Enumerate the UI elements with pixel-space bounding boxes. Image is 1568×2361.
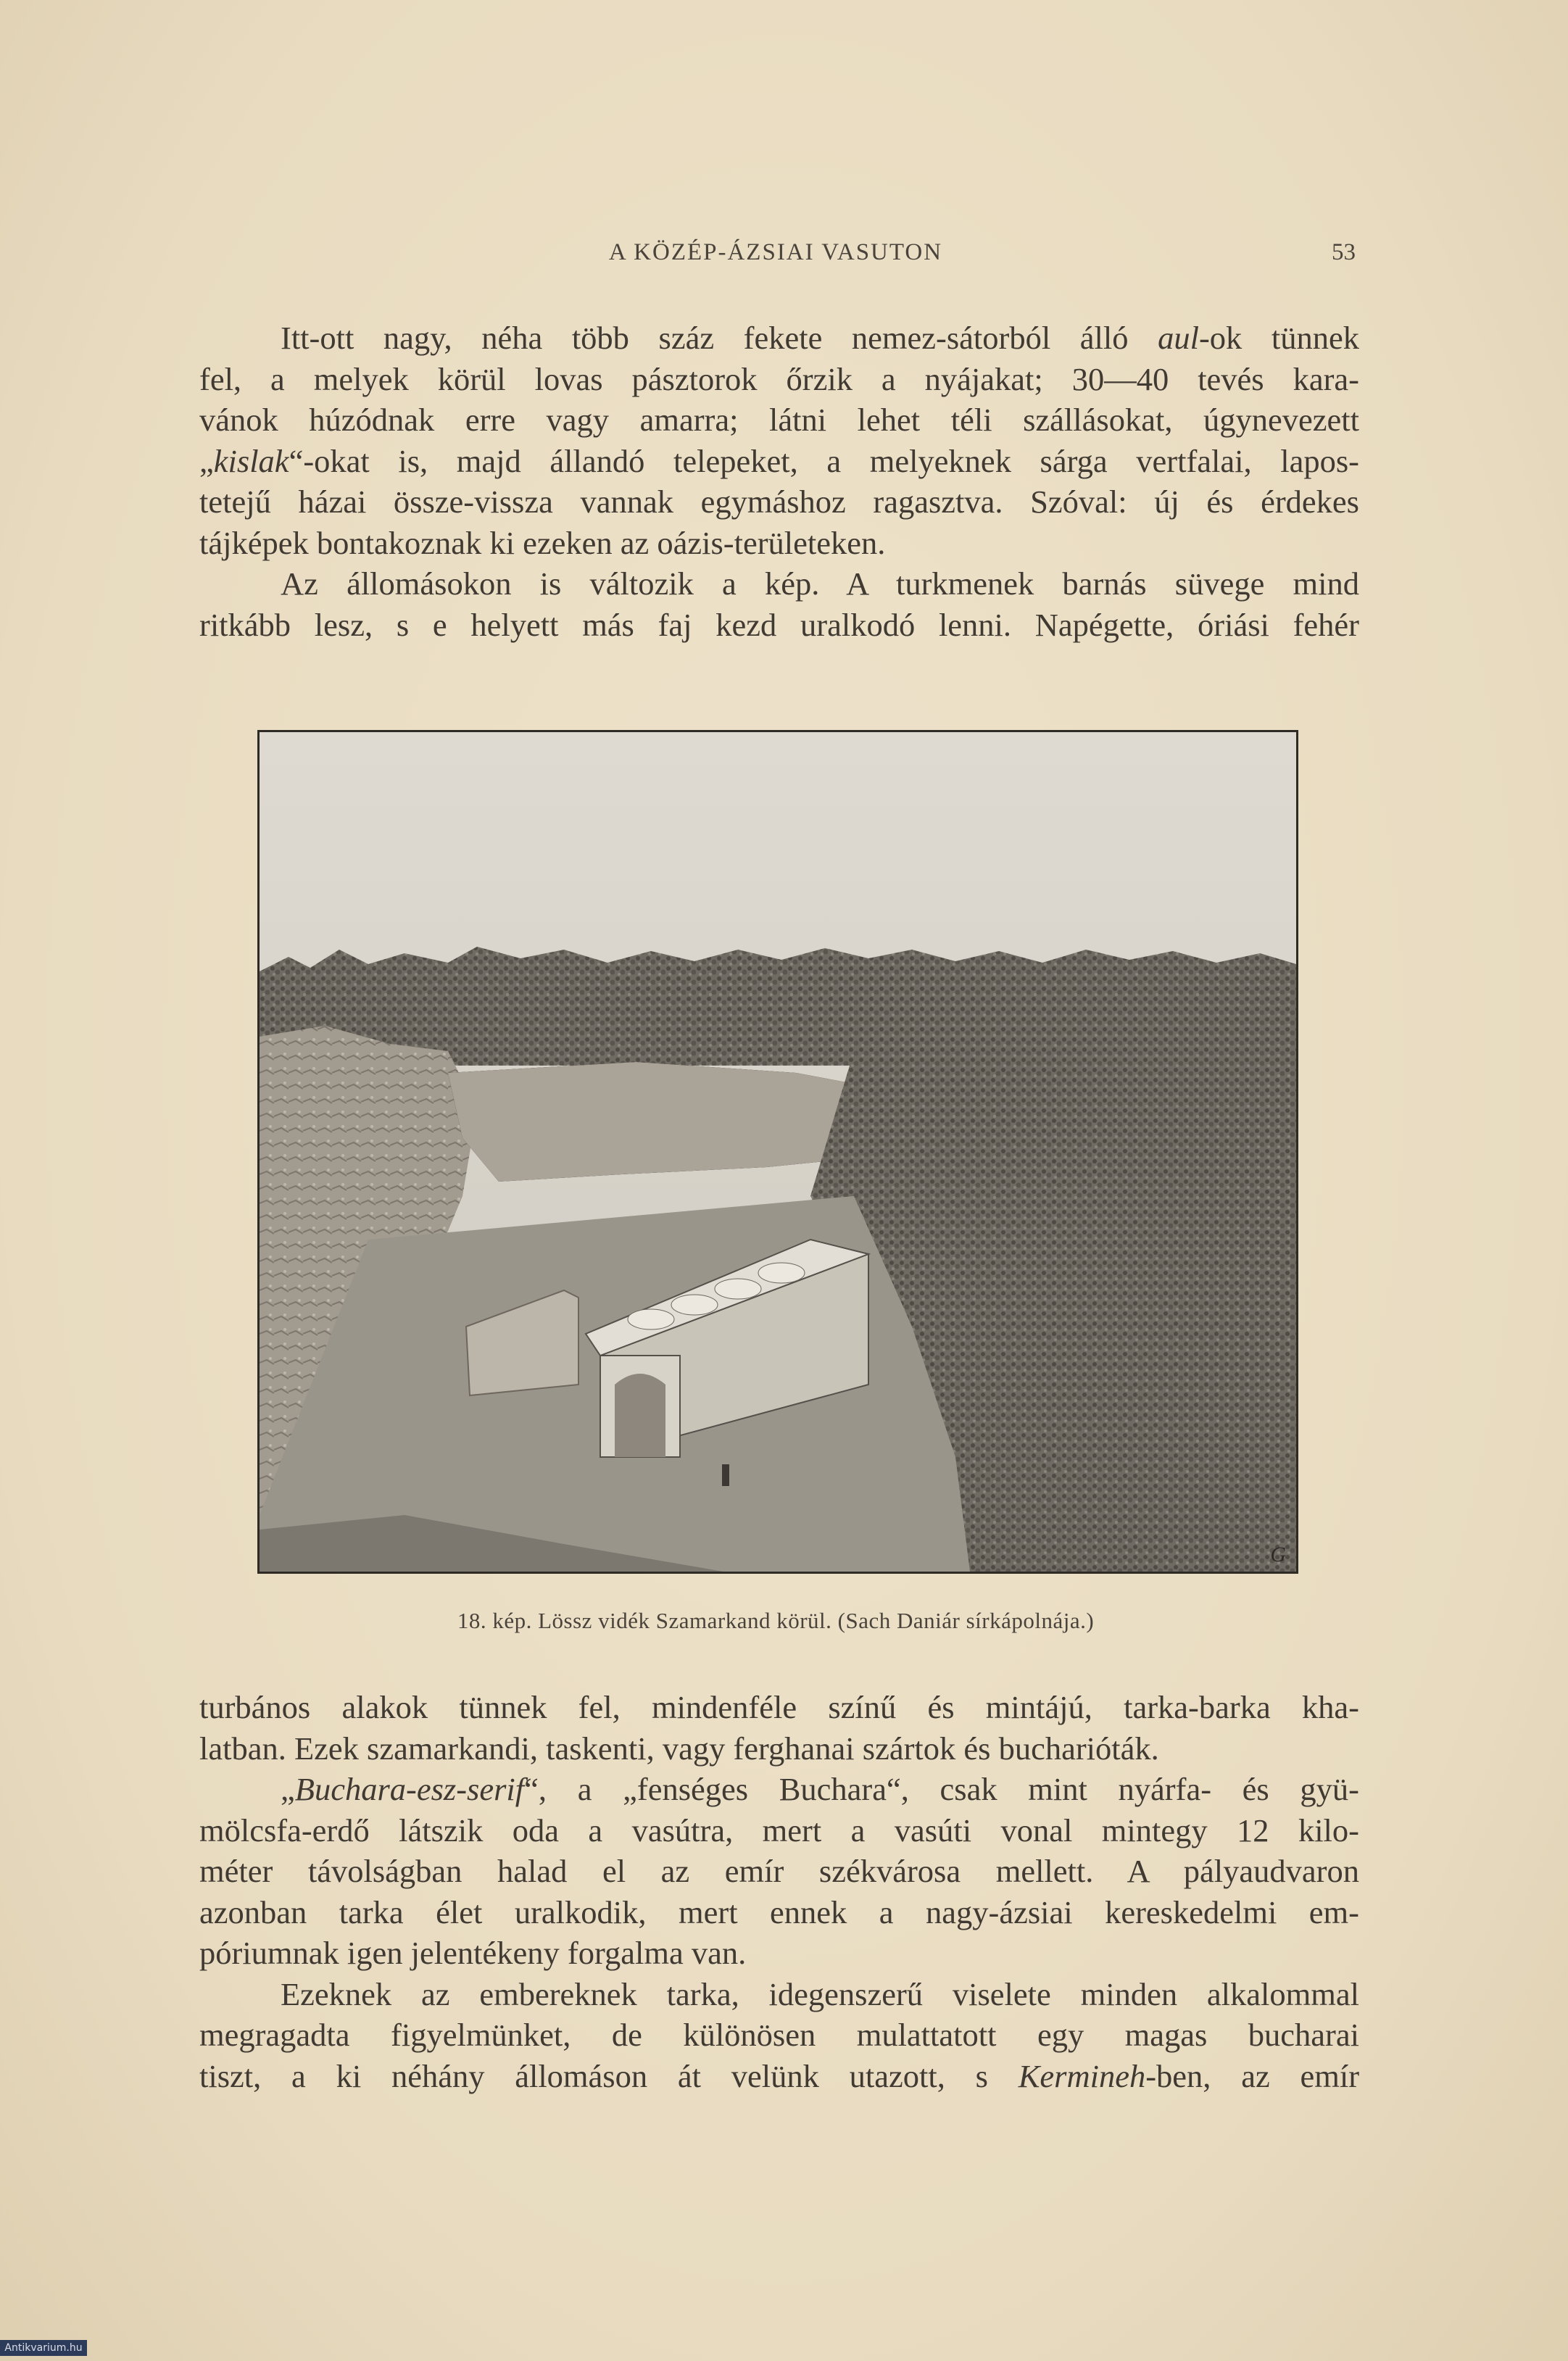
photo-signature: G <box>1270 1543 1286 1567</box>
text-line: megragadta figyelmünket, de különösen mulattatott egy magas bucharai <box>199 2017 1359 2053</box>
text-line: póriumnak igen jelentékeny forgalma van. <box>199 1935 747 1971</box>
text-line: azonban tarka élet uralkodik, mert ennek a nagy-ázsiai kereskedelmi em- <box>199 1893 1359 1930</box>
figure-caption: 18. kép. Lössz vidék Szamarkand körül. (Sach Daniár sírkápolnája.) <box>457 1608 1095 1633</box>
running-header <box>196 239 1356 275</box>
text-line: Ezeknek az embereknek tarka, idegenszerű viselete minden alkalommal <box>281 1975 1359 2012</box>
text-line: ritkább lesz, s e helyett más faj kezd uralkodó lenni. Napégette, óriási fehér <box>199 606 1359 643</box>
body-text-bottom <box>199 1687 1359 2096</box>
text-line: turbános alakok tünnek fel, mindenféle színű és mintájú, tarka-barka kha- <box>199 1689 1359 1725</box>
text-line: tájképek bontakoznak ki ezeken az oázis-területeken. <box>199 524 886 561</box>
page-number: 53 <box>1332 239 1356 265</box>
text-line: „Buchara-esz-serif“, a „fenséges Buchara“, csak mint nyárfa- és gyü- <box>281 1771 1359 1807</box>
text-line: Az állomásokon is változik a kép. A turkmenek barnás süvege mind <box>281 565 1359 602</box>
photo-figure <box>257 730 1298 1574</box>
text-line: latban. Ezek szamarkandi, taskenti, vagy ferghanai szártok és bucharióták. <box>199 1730 1159 1767</box>
landscape-photo <box>260 732 1296 1572</box>
text-line: tetejű házai össze-vissza vannak egymáshoz ragasztva. Szóval: új és érdekes <box>199 484 1359 520</box>
running-title: A KÖZÉP-ÁZSIAI VASUTON <box>608 239 943 265</box>
text-line: fel, a melyek körül lovas pásztorok őrzik a nyájakat; 30—40 tevés kara- <box>199 360 1359 397</box>
watermark-stamp: Antikvarium.hu <box>0 2340 87 2356</box>
text-line: mölcsfa-erdő látszik oda a vasútra, mert a vasúti vonal mintegy 12 kilo- <box>199 1812 1359 1848</box>
body-text-top <box>199 318 1359 645</box>
text-line: „kislak“-okat is, majd állandó telepeket, a melyeknek sárga vertfalai, lapos- <box>199 442 1359 479</box>
text-line: tiszt, a ki néhány állomáson át velünk utazott, s Kermineh-ben, az emír <box>199 2057 1360 2094</box>
text-line: méter távolságban halad el az emír székvárosa mellett. A pályaudvaron <box>199 1853 1359 1889</box>
text-line: Itt-ott nagy, néha több száz fekete nemez-sátorból álló aul-ok tünnek <box>281 320 1359 356</box>
text-line: vánok húzódnak erre vagy amarra; látni lehet téli szállásokat, úgynevezett <box>199 402 1359 438</box>
